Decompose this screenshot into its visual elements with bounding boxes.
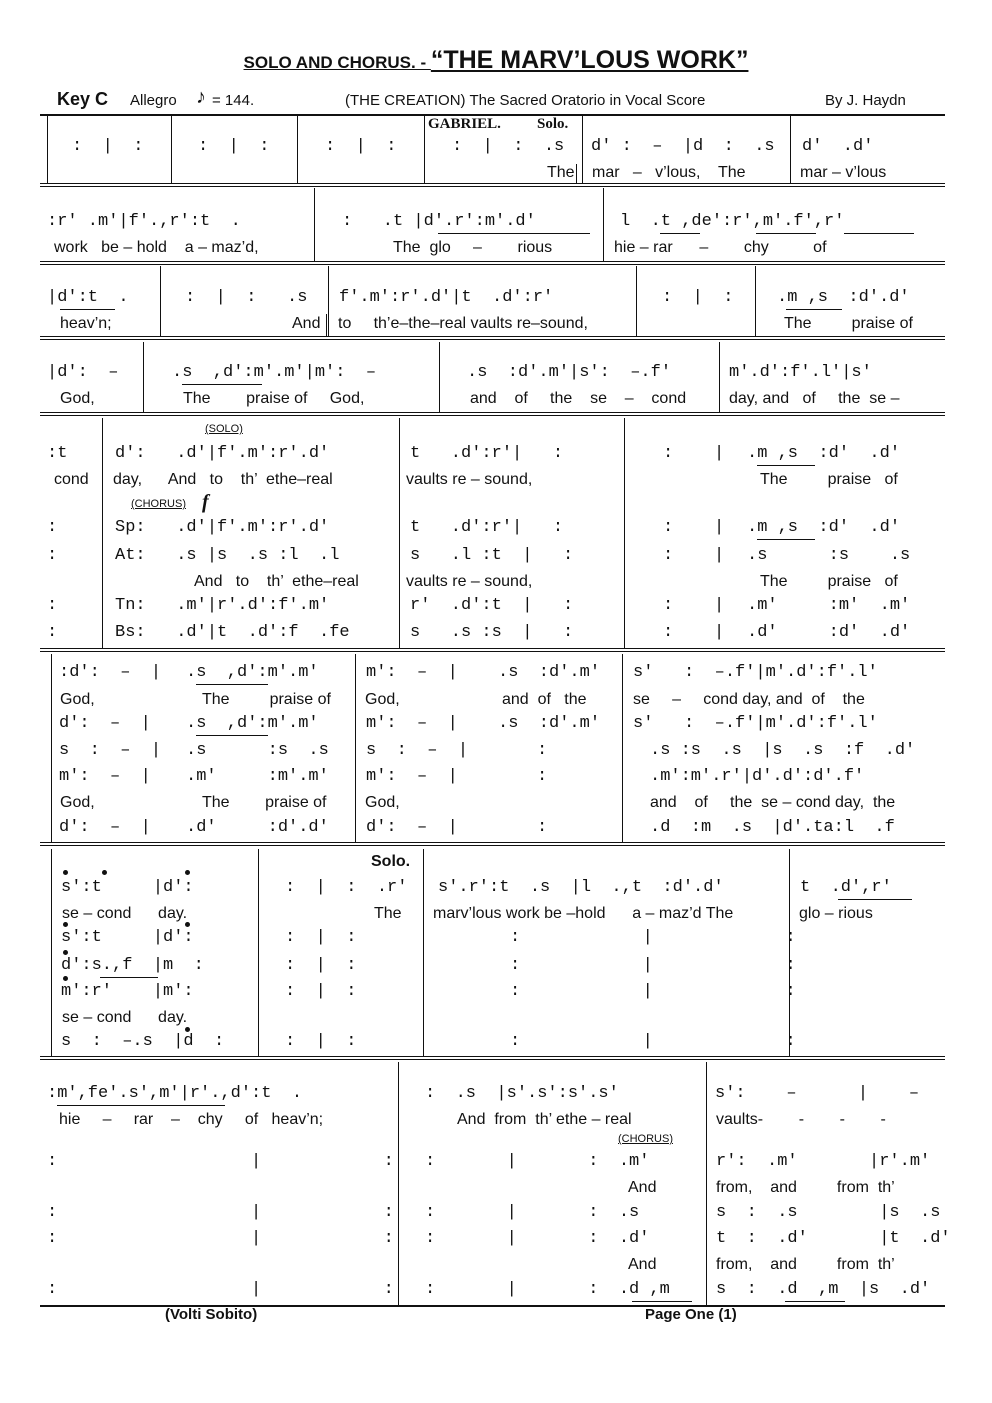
measure-1: : | : bbox=[72, 137, 144, 156]
tenor-measure: : | bbox=[663, 596, 725, 615]
tenor-measure: Tn: .m'|r'.d':f'.m' bbox=[115, 596, 330, 615]
lyric: The glo – rious bbox=[393, 239, 553, 256]
lyric: And to th’ ethe–real bbox=[194, 573, 359, 590]
measure: : | : bbox=[47, 1280, 394, 1299]
lyric: The praise of bbox=[202, 794, 327, 811]
measure: s : – | bbox=[59, 741, 162, 760]
measure: .d' :d'.d' bbox=[186, 818, 329, 837]
measure: .s :s .s |s .s :f .d' bbox=[650, 741, 916, 760]
lyric: And bbox=[628, 1256, 657, 1273]
page-number: Page One (1) bbox=[645, 1306, 737, 1323]
measure: s : – | bbox=[366, 741, 469, 760]
solo-tag: (SOLO) bbox=[205, 423, 243, 435]
tenor-measure: r' .d':t | : bbox=[410, 596, 574, 615]
lyric: hie – rar – chy of heav’n; bbox=[59, 1111, 324, 1128]
measure: s' : –.f'|m'.d':f'.l' bbox=[633, 714, 878, 733]
measure: : bbox=[537, 741, 548, 760]
footer-volti-subito: (Volti Sobito) bbox=[165, 1306, 258, 1323]
measure: : bbox=[537, 818, 548, 837]
measure: : | : bbox=[510, 1032, 796, 1051]
measure: : | : bbox=[510, 928, 796, 947]
chorus-tag: (CHORUS) bbox=[131, 498, 186, 510]
key-signature: Key C bbox=[57, 89, 109, 109]
measure: s': – | – bbox=[715, 1084, 920, 1103]
lyric: and of the se – cond day, the bbox=[650, 794, 896, 811]
bass-measure: s .s :s | : bbox=[410, 623, 574, 642]
solo-measure: t .d':r'| : bbox=[410, 444, 564, 463]
measure: s : .s |s .s bbox=[716, 1203, 941, 1222]
measure: .m' :m'.m' bbox=[186, 767, 329, 786]
solo-measure: : | bbox=[663, 444, 725, 463]
measure: m': – | bbox=[59, 767, 151, 786]
soprano-measure: : bbox=[47, 518, 58, 537]
lyric: and of the se – cond bbox=[470, 390, 687, 407]
lyric: mar – v’lous bbox=[800, 164, 887, 181]
lyric: vaults re – sound, bbox=[406, 471, 533, 488]
lyric: from, and from th’ bbox=[716, 1256, 895, 1273]
lyric: The praise of bbox=[784, 315, 913, 332]
lyric: day, and of the se – bbox=[729, 390, 900, 407]
measure-7: :r' .m'|f'.,r':t . bbox=[47, 212, 241, 231]
measure: s : .d ,m |s .d' bbox=[716, 1280, 931, 1299]
lyric: from, and from th’ bbox=[716, 1179, 895, 1196]
measure: d': – | bbox=[59, 818, 151, 837]
measure: r': .m' |r'.m' bbox=[716, 1152, 931, 1171]
lyric: se – cond day. bbox=[62, 905, 188, 922]
measure: :d': – | bbox=[59, 663, 162, 682]
measure: s : –.s |d : bbox=[61, 1032, 225, 1051]
lyric: The praise of bbox=[760, 471, 898, 488]
measure-6: d' .d' bbox=[802, 137, 874, 156]
soprano-measure: t .d':r'| : bbox=[410, 518, 564, 537]
measure: : | : bbox=[47, 1229, 394, 1248]
lyric: The praise of bbox=[760, 573, 898, 590]
measure: t : .d' |t .d' bbox=[716, 1229, 951, 1248]
measure: .s :d'.m' bbox=[498, 714, 601, 733]
measure: d': – | bbox=[366, 818, 458, 837]
measure: : | : .r' bbox=[285, 878, 408, 897]
soprano-measure: Sp: .d'|f'.m':r'.d' bbox=[115, 518, 330, 537]
bass-measure: Bs: .d'|t .d':f .fe bbox=[115, 623, 350, 642]
measure: m': – | bbox=[366, 663, 458, 682]
measure-16: .s ,d':m'.m'|m': – bbox=[172, 363, 377, 382]
bass-measure: : bbox=[47, 623, 58, 642]
measure: .m':m'.r'|d'.d':d'.f' bbox=[650, 767, 865, 786]
measure: s' : –.f'|m'.d':f'.l' bbox=[633, 663, 878, 682]
measure: : | : bbox=[285, 982, 357, 1001]
measure: :m',fe'.s',m'|r'.,d':t . bbox=[47, 1084, 303, 1103]
alto-measure: s .l :t | : bbox=[410, 546, 574, 565]
solo-measure: .m ,s :d' .d' bbox=[747, 444, 901, 463]
chorus-tag: (CHORUS) bbox=[618, 1133, 673, 1145]
measure: : | : bbox=[510, 956, 796, 975]
measure: s':t |d': bbox=[61, 878, 194, 897]
lyric: glo – rious bbox=[799, 905, 873, 922]
lyric: mar – v’lous, The bbox=[592, 164, 746, 181]
measure: : | : .d ,m bbox=[425, 1280, 670, 1299]
lyric: God, bbox=[365, 794, 400, 811]
lyric: The bbox=[547, 164, 575, 181]
solo-label: Solo. bbox=[537, 116, 569, 132]
tenor-measure: : bbox=[47, 596, 58, 615]
measure: .s ,d':m'.m' bbox=[186, 663, 319, 682]
character-label-gabriel: GABRIEL. bbox=[428, 116, 501, 132]
measure-15: |d': – bbox=[47, 363, 119, 382]
measure-5: d' : – |d : .s bbox=[591, 137, 775, 156]
measure-9: l .t ,de':r',m'.f',r' bbox=[620, 212, 845, 231]
measure-14: .m ,s :d'.d' bbox=[777, 288, 910, 307]
measure: .s :d'.m' bbox=[498, 663, 601, 682]
measure: d':s.,f |m : bbox=[61, 956, 204, 975]
lyric: heav’n; bbox=[60, 315, 112, 332]
work-subtitle: (THE CREATION) The Sacred Oratorio in Vocal Score bbox=[345, 92, 706, 109]
lyric: hie – rar – chy of bbox=[614, 239, 827, 256]
alto-measure: : | bbox=[663, 546, 725, 565]
lyric: day, And to th’ ethe–real bbox=[113, 471, 333, 488]
lyric: marv’lous work be –hold a – maz’d The bbox=[433, 905, 734, 922]
tempo-marking: Allegro bbox=[130, 92, 177, 109]
composer: By J. Haydn bbox=[825, 92, 906, 109]
measure: m': – | bbox=[366, 767, 458, 786]
measure-18: m'.d':f'.l'|s' bbox=[729, 363, 872, 382]
lyric: to th’e–the–real vaults re–sound, bbox=[338, 315, 588, 332]
lyric: And from th’ ethe – real bbox=[457, 1111, 632, 1128]
measure: : | : .d' bbox=[425, 1229, 650, 1248]
alto-measure: At: .s |s .s :l .l bbox=[115, 546, 340, 565]
measure-10: |d':t . bbox=[47, 288, 129, 307]
measure: : | : .s bbox=[425, 1203, 640, 1222]
measure: : | : bbox=[285, 928, 357, 947]
measure: : | : bbox=[285, 956, 357, 975]
measure-13: : | : bbox=[662, 288, 734, 307]
title-main: “THE MARV’LOUS WORK” bbox=[430, 46, 749, 74]
lyric: And bbox=[292, 315, 321, 332]
lyric: work be – hold a – maz’d, bbox=[54, 239, 259, 256]
dynamic-forte: f bbox=[202, 491, 209, 513]
title-prefix: SOLO AND CHORUS. - bbox=[243, 53, 431, 72]
measure: t .d',r' bbox=[800, 878, 892, 897]
measure: d': – | bbox=[59, 714, 151, 733]
measure: : | : .m' bbox=[425, 1152, 650, 1171]
lyric: God, bbox=[60, 691, 95, 708]
measure-8: : .t |d'.r':m'.d' bbox=[342, 212, 536, 231]
measure: s':t |d': bbox=[61, 928, 194, 947]
lyric: The bbox=[374, 905, 402, 922]
measure: .d :m .s |d'.ta:l .f bbox=[650, 818, 895, 837]
alto-measure: : bbox=[47, 546, 58, 565]
measure-3: : | : bbox=[325, 137, 397, 156]
lyric: And bbox=[628, 1179, 657, 1196]
lyric: The praise of bbox=[202, 691, 331, 708]
lyric: The praise of God, bbox=[183, 390, 365, 407]
measure-11: : | : .s bbox=[185, 288, 308, 307]
lyric: God, bbox=[365, 691, 400, 708]
lyric: se – cond day. bbox=[62, 1009, 188, 1026]
measure: s'.r':t .s |l .,t :d'.d' bbox=[438, 878, 724, 897]
soprano-measure: : | bbox=[663, 518, 725, 537]
bass-measure: : | bbox=[663, 623, 725, 642]
measure: : | : bbox=[47, 1203, 394, 1222]
quaver-note-icon: ♪ bbox=[196, 86, 206, 108]
measure: .s :s .s bbox=[186, 741, 329, 760]
metronome-mark: = 144. bbox=[212, 92, 255, 109]
lyric: God, bbox=[60, 794, 95, 811]
alto-measure: .s :s .s bbox=[747, 546, 911, 565]
measure-17: .s :d'.m'|s': –.f' bbox=[467, 363, 672, 382]
solo-label: Solo. bbox=[371, 853, 411, 870]
lyric: cond bbox=[54, 471, 89, 488]
solo-measure: :t bbox=[47, 444, 68, 463]
lyric: and of the bbox=[502, 691, 587, 708]
tenor-measure: .m' :m' .m' bbox=[747, 596, 911, 615]
bass-measure: .d' :d' .d' bbox=[747, 623, 911, 642]
measure: : .s |s'.s':s'.s' bbox=[425, 1084, 619, 1103]
lyric: se – cond day, and of the bbox=[633, 691, 865, 708]
solo-measure: d': .d'|f'.m':r'.d' bbox=[115, 444, 330, 463]
measure: m': – | bbox=[366, 714, 458, 733]
measure-2: : | : bbox=[198, 137, 270, 156]
measure: m':r' |m': bbox=[61, 982, 194, 1001]
measure-12: f'.m':r'.d'|t .d':r' bbox=[339, 288, 554, 307]
measure: : | : bbox=[47, 1152, 394, 1171]
measure: : | : bbox=[510, 982, 796, 1001]
lyric: God, bbox=[60, 390, 95, 407]
measure: : bbox=[537, 767, 548, 786]
lyric: vaults re – sound, bbox=[406, 573, 533, 590]
measure-4: : | : .s bbox=[452, 137, 565, 156]
measure: .s ,d':m'.m' bbox=[186, 714, 319, 733]
soprano-measure: .m ,s :d' .d' bbox=[747, 518, 901, 537]
measure: : | : bbox=[285, 1032, 357, 1051]
page-title bbox=[0, 46, 992, 75]
lyric: vaults- - - - bbox=[716, 1111, 886, 1128]
